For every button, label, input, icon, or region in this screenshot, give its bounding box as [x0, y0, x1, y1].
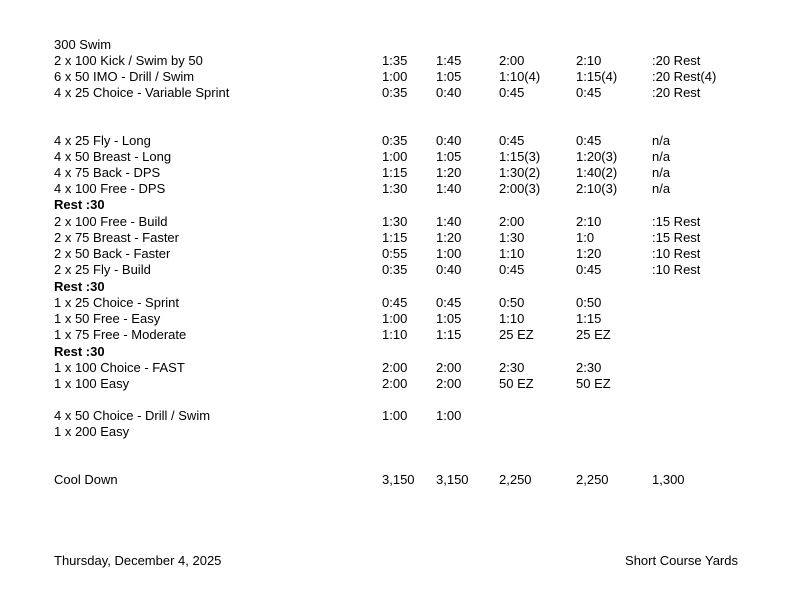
set-description: 4 x 100 Free - DPS — [54, 181, 166, 196]
interval-col-1: 1:10 — [382, 327, 408, 342]
interval-col-5: 1,300 — [652, 472, 685, 487]
set-description: 1 x 25 Choice - Sprint — [54, 295, 180, 310]
interval-col-1: 3,150 — [382, 472, 415, 487]
set-description: 4 x 50 Choice - Drill / Swim — [54, 408, 211, 423]
interval-col-3: 2:30 — [499, 360, 525, 375]
interval-col-3: 1:15(3) — [499, 149, 541, 164]
set-description: 4 x 25 Choice - Variable Sprint — [54, 85, 230, 100]
set-description: 2 x 100 Free - Build — [54, 214, 168, 229]
interval-col-2: 1:05 — [436, 311, 462, 326]
interval-col-3: 0:45 — [499, 85, 525, 100]
interval-col-2: 1:05 — [436, 149, 462, 164]
interval-col-2: 1:20 — [436, 165, 462, 180]
interval-col-1: 2:00 — [382, 360, 408, 375]
workout-row — [0, 37, 792, 53]
interval-col-1: 1:00 — [382, 69, 408, 84]
workout-row — [0, 262, 792, 278]
workout-row — [0, 230, 792, 246]
interval-col-2: 1:00 — [436, 408, 462, 423]
interval-col-2: 0:40 — [436, 133, 462, 148]
workout-row — [0, 149, 792, 165]
interval-col-4: 1:20(3) — [576, 149, 618, 164]
interval-col-3: 1:30(2) — [499, 165, 541, 180]
interval-col-1: 1:35 — [382, 53, 408, 68]
interval-col-5: :10 Rest — [652, 246, 701, 261]
interval-col-1: 1:15 — [382, 165, 408, 180]
interval-col-4: 50 EZ — [576, 376, 611, 391]
set-description: 2 x 100 Kick / Swim by 50 — [54, 53, 203, 68]
interval-col-1: 1:30 — [382, 181, 408, 196]
workout-row — [0, 165, 792, 181]
interval-col-4: 0:45 — [576, 85, 602, 100]
set-description: 1 x 100 Easy — [54, 376, 130, 391]
workout-row — [0, 295, 792, 311]
workout-row — [0, 181, 792, 197]
set-description: 2 x 25 Fly - Build — [54, 262, 151, 277]
section-rest-row — [0, 197, 792, 213]
interval-col-5: n/a — [652, 165, 671, 180]
interval-col-5: :20 Rest — [652, 53, 701, 68]
interval-col-2: 3,150 — [436, 472, 469, 487]
interval-col-1: 1:00 — [382, 408, 408, 423]
interval-col-3: 50 EZ — [499, 376, 534, 391]
interval-col-1: 2:00 — [382, 376, 408, 391]
interval-col-3: 2:00 — [499, 53, 525, 68]
interval-col-3: 0:45 — [499, 262, 525, 277]
interval-col-4: 2:10 — [576, 53, 602, 68]
workout-row — [0, 214, 792, 230]
footer-course-type: Short Course Yards — [625, 553, 738, 568]
interval-col-3: 1:10 — [499, 246, 525, 261]
workout-row — [0, 360, 792, 376]
set-description: 6 x 50 IMO - Drill / Swim — [54, 69, 195, 84]
interval-col-2: 0:40 — [436, 262, 462, 277]
set-description: Rest :30 — [54, 279, 105, 294]
interval-col-4: 2,250 — [576, 472, 609, 487]
interval-col-2: 1:40 — [436, 181, 462, 196]
interval-col-2: 1:05 — [436, 69, 462, 84]
interval-col-4: 1:15(4) — [576, 69, 618, 84]
interval-col-5: n/a — [652, 149, 671, 164]
workout-row — [0, 53, 792, 69]
interval-col-3: 2,250 — [499, 472, 532, 487]
interval-col-1: 1:00 — [382, 149, 408, 164]
workout-row — [0, 408, 792, 424]
set-description: Rest :30 — [54, 344, 105, 359]
interval-col-3: 2:00(3) — [499, 181, 541, 196]
interval-col-5: n/a — [652, 133, 671, 148]
interval-col-5: n/a — [652, 181, 671, 196]
interval-col-3: 25 EZ — [499, 327, 534, 342]
workout-row — [0, 311, 792, 327]
interval-col-3: 1:30 — [499, 230, 525, 245]
interval-col-5: :15 Rest — [652, 214, 701, 229]
interval-col-2: 1:45 — [436, 53, 462, 68]
interval-col-4: 1:0 — [576, 230, 595, 245]
interval-col-4: 1:15 — [576, 311, 602, 326]
interval-col-5: :20 Rest(4) — [652, 69, 717, 84]
set-description: 4 x 75 Back - DPS — [54, 165, 161, 180]
interval-col-3: 0:50 — [499, 295, 525, 310]
interval-col-2: 2:00 — [436, 360, 462, 375]
interval-col-5: :15 Rest — [652, 230, 701, 245]
workout-row — [0, 69, 792, 85]
interval-col-2: 1:15 — [436, 327, 462, 342]
set-description: 1 x 100 Choice - FAST — [54, 360, 185, 375]
interval-col-2: 1:00 — [436, 246, 462, 261]
set-description: 300 Swim — [54, 37, 112, 52]
workout-row — [0, 376, 792, 392]
interval-col-3: 0:45 — [499, 133, 525, 148]
interval-col-1: 1:15 — [382, 230, 408, 245]
workout-row — [0, 133, 792, 149]
interval-col-1: 0:35 — [382, 262, 408, 277]
workout-row — [0, 424, 792, 440]
interval-col-3: 1:10(4) — [499, 69, 541, 84]
interval-col-4: 2:10(3) — [576, 181, 618, 196]
workout-row — [0, 472, 792, 488]
workout-row — [0, 246, 792, 262]
interval-col-1: 0:45 — [382, 295, 408, 310]
interval-col-4: 25 EZ — [576, 327, 611, 342]
interval-col-4: 2:10 — [576, 214, 602, 229]
interval-col-5: :20 Rest — [652, 85, 701, 100]
interval-col-2: 1:20 — [436, 230, 462, 245]
interval-col-4: 0:45 — [576, 262, 602, 277]
interval-col-3: 2:00 — [499, 214, 525, 229]
section-rest-row — [0, 279, 792, 295]
interval-col-4: 0:45 — [576, 133, 602, 148]
set-description: 2 x 75 Breast - Faster — [54, 230, 179, 245]
interval-col-4: 0:50 — [576, 295, 602, 310]
set-description: Cool Down — [54, 472, 118, 487]
interval-col-1: 0:35 — [382, 85, 408, 100]
set-description: 1 x 75 Free - Moderate — [54, 327, 187, 342]
interval-col-2: 1:40 — [436, 214, 462, 229]
interval-col-1: 0:35 — [382, 133, 408, 148]
interval-col-5: :10 Rest — [652, 262, 701, 277]
interval-col-4: 1:40(2) — [576, 165, 618, 180]
workout-row — [0, 327, 792, 343]
interval-col-4: 2:30 — [576, 360, 602, 375]
interval-col-2: 0:40 — [436, 85, 462, 100]
interval-col-1: 1:00 — [382, 311, 408, 326]
interval-col-4: 1:20 — [576, 246, 602, 261]
interval-col-2: 0:45 — [436, 295, 462, 310]
set-description: 2 x 50 Back - Faster — [54, 246, 171, 261]
interval-col-1: 1:30 — [382, 214, 408, 229]
set-description: Rest :30 — [54, 197, 105, 212]
set-description: 4 x 50 Breast - Long — [54, 149, 172, 164]
section-rest-row — [0, 344, 792, 360]
set-description: 1 x 200 Easy — [54, 424, 130, 439]
interval-col-3: 1:10 — [499, 311, 525, 326]
footer-date: Thursday, December 4, 2025 — [54, 553, 222, 568]
interval-col-2: 2:00 — [436, 376, 462, 391]
set-description: 4 x 25 Fly - Long — [54, 133, 151, 148]
workout-row — [0, 85, 792, 101]
interval-col-1: 0:55 — [382, 246, 408, 261]
set-description: 1 x 50 Free - Easy — [54, 311, 161, 326]
